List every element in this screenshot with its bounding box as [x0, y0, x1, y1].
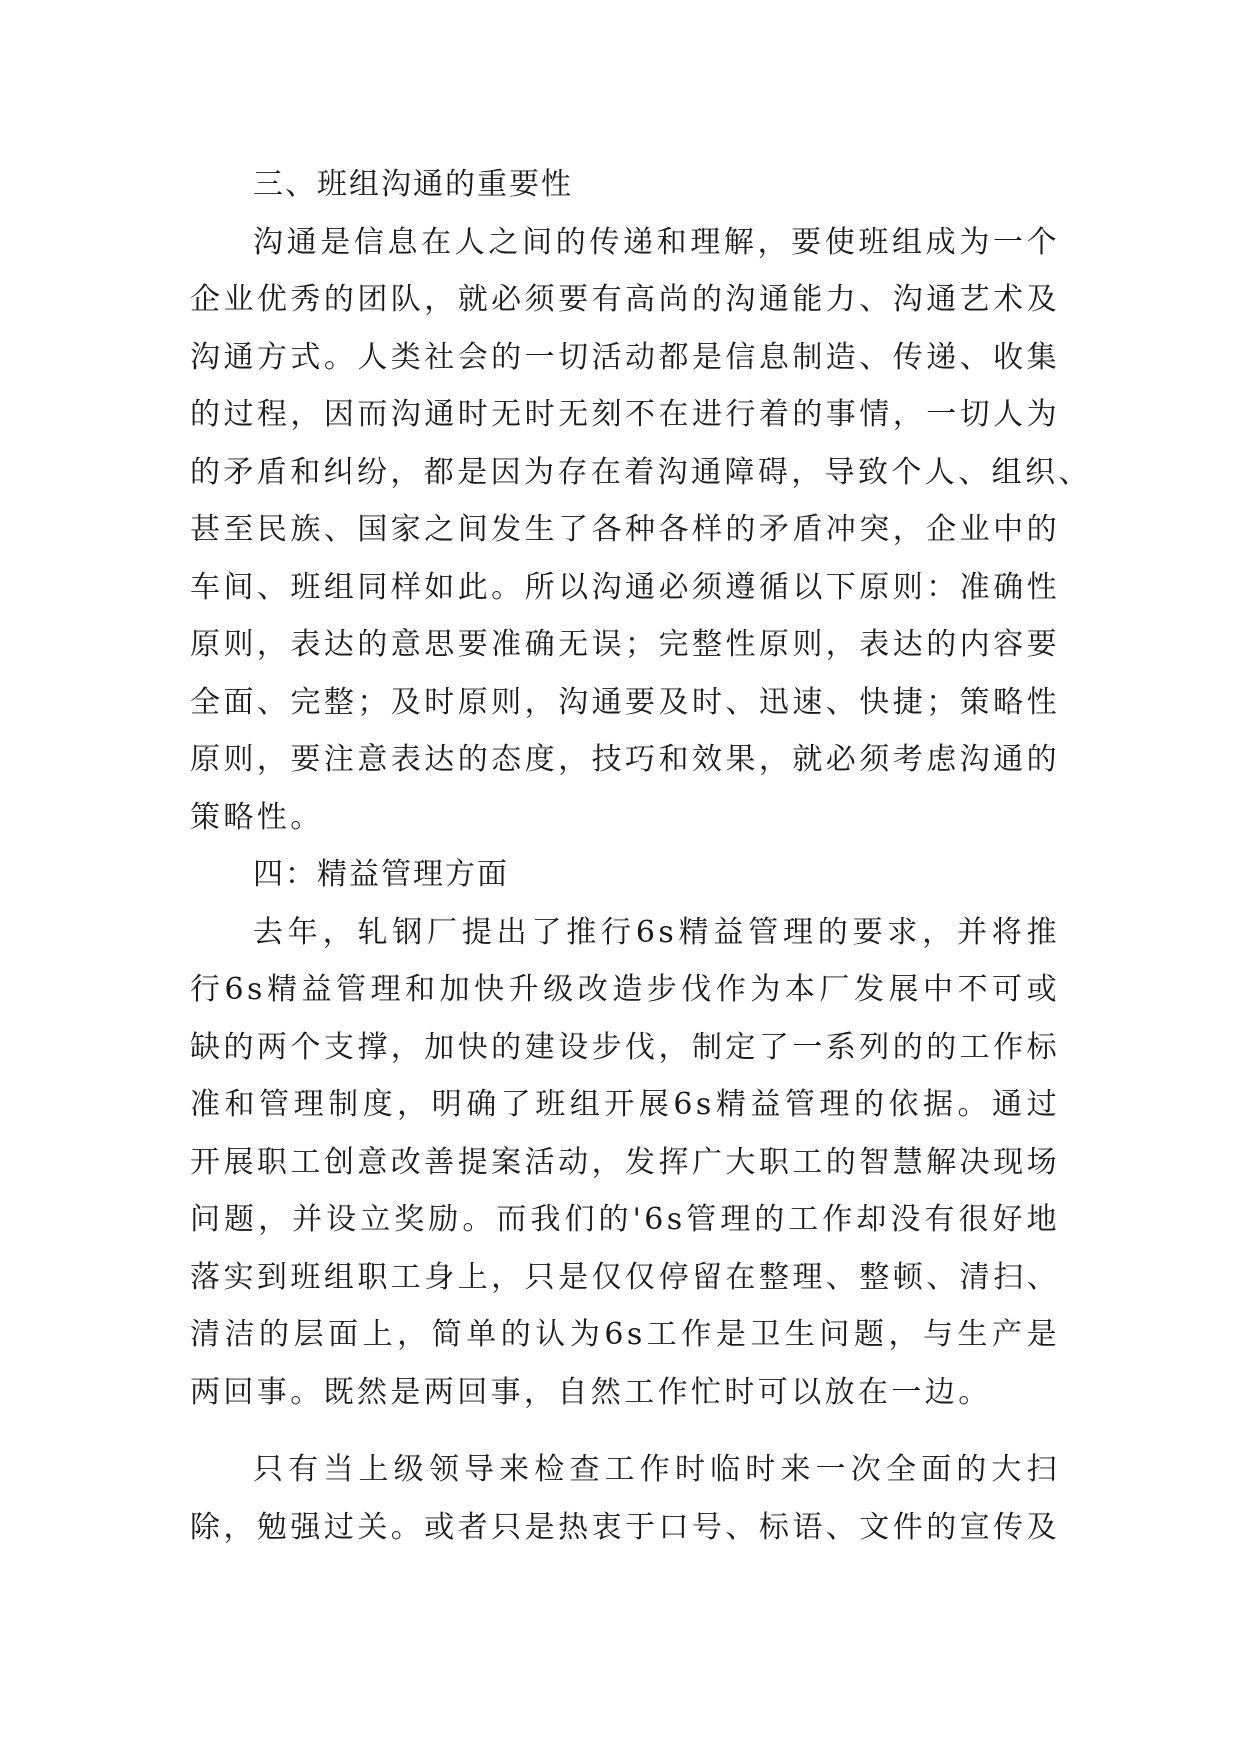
paragraph-line: 落实到班组职工身上，只是仅仅停留在整理、整顿、清扫、: [190, 1260, 1060, 1295]
paragraph-line: 原则，要注意表达的态度，技巧和效果，就必须考虑沟通的: [190, 742, 1060, 777]
paragraph-line: 准和管理制度，明确了班组开展6s精益管理的依据。通过: [190, 1087, 1060, 1122]
paragraph-line: 全面、完整；及时原则，沟通要及时、迅速、快捷；策略性: [190, 685, 1060, 720]
paragraph-line: 开展职工创意改善提案活动，发挥广大职工的智慧解决现场: [190, 1145, 1060, 1180]
paragraph-line: 行6s精益管理和加快升级改造步伐作为本厂发展中不可或: [190, 972, 1060, 1007]
paragraph-line: 问题，并设立奖励。而我们的'6s管理的工作却没有很好地: [190, 1202, 1060, 1237]
paragraph-line: 只有当上级领导来检查工作时临时来一次全面的大扫: [253, 1452, 1060, 1487]
section-heading-3: 三、班组沟通的重要性: [253, 167, 573, 202]
paragraph-line: 缺的两个支撑，加快的建设步伐，制定了一系列的的工作标: [190, 1030, 1060, 1065]
paragraph-line: 甚至民族、国家之间发生了各种各样的矛盾冲突，企业中的: [190, 512, 1060, 547]
paragraph-line: 车间、班组同样如此。所以沟通必须遵循以下原则：准确性: [190, 570, 1060, 605]
paragraph-line: 的过程，因而沟通时无时无刻不在进行着的事情，一切人为: [190, 397, 1060, 432]
paragraph-line: 清洁的层面上，简单的认为6s工作是卫生问题，与生产是: [190, 1317, 1060, 1352]
paragraph-line: 沟通方式。人类社会的一切活动都是信息制造、传递、收集: [190, 340, 1060, 375]
section-heading-4: 四：精益管理方面: [253, 857, 509, 892]
paragraph-line: 沟通是信息在人之间的传递和理解，要使班组成为一个: [253, 225, 1060, 260]
paragraph-line: 策略性。: [190, 800, 324, 835]
paragraph-line: 两回事。既然是两回事，自然工作忙时可以放在一边。: [190, 1375, 992, 1410]
paragraph-line: 除，勉强过关。或者只是热衷于口号、标语、文件的宣传及: [190, 1510, 1060, 1545]
paragraph-line: 去年，轧钢厂提出了推行6s精益管理的要求，并将推: [253, 915, 1060, 950]
paragraph-line: 企业优秀的团队，就必须要有高尚的沟通能力、沟通艺术及: [190, 282, 1060, 317]
paragraph-line: 的矛盾和纠纷，都是因为存在着沟通障碍，导致个人、组织、: [190, 455, 1092, 490]
paragraph-line: 原则，表达的意思要准确无误；完整性原则，表达的内容要: [190, 627, 1060, 662]
